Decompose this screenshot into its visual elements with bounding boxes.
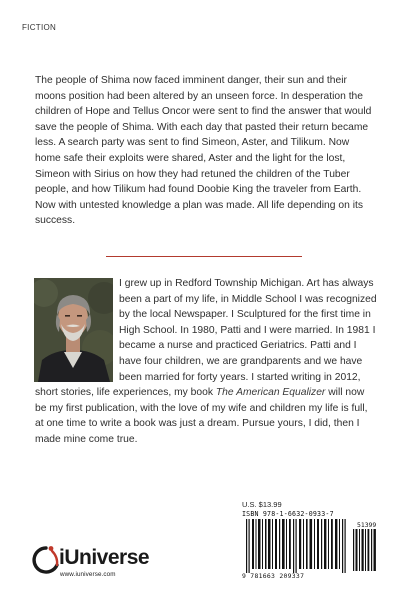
ean-digits: 9 781663 209337 bbox=[242, 572, 305, 580]
isbn-label: ISBN 978-1-6632-0933-7 bbox=[242, 510, 334, 518]
author-bio bbox=[35, 276, 378, 448]
genre-label: FICTION bbox=[22, 23, 57, 32]
bio-text-end: will now be my first publication, with the love of my wife and children my life is full, at one time to write a book was just a dream. Pursue yours, I did, then I made mine come true. bbox=[35, 387, 368, 445]
publisher-name: iUniverse bbox=[59, 546, 150, 569]
price-addon-barcode bbox=[353, 529, 377, 571]
synopsis-text: The people of Shima now faced imminent danger, their sun and their moons position had been altered by an unseen force. In desperation the children of Hope and Tellus Oncor were sent to find the answer that would save the people of Shima. With each day that pasted their return became less. A search party was sent to find Simeon, Aster, and Tilikum. Now home safe their exploits were shared, Aster and the light for the lost, Simeon with Sirius on how they had retuned the children of the Tuber people, and how Tilikum had found Doobie King the traveler from Earth. Now with untested knowledge a plan was made. All life depending on its success. bbox=[35, 75, 372, 227]
price-addon-digits: 51399 bbox=[357, 521, 377, 529]
barcode-block bbox=[240, 510, 380, 580]
book-title: The American Equalizer bbox=[215, 387, 326, 399]
publisher-logo bbox=[32, 545, 172, 581]
ean-barcode bbox=[244, 519, 348, 573]
publisher-url: www.iuniverse.com bbox=[60, 571, 116, 578]
bio-text-start: I grew up in Redford Township Michigan. Art has always been a part of my life, in Middle School I was recognized by the local Newspaper. I Sculptured for the first time in High School. In 1980, Patti and I were married. In 1981 I became a nurse and practiced Geriatrics. Patti and I have four children, we are grandparents and we have been married for forty years. I started writing in 2012, short stories, life experiences, my book bbox=[35, 278, 377, 399]
price-label: U.S. $13.99 bbox=[242, 500, 282, 509]
iuniverse-swoosh-icon bbox=[32, 545, 60, 575]
section-divider bbox=[106, 256, 302, 257]
